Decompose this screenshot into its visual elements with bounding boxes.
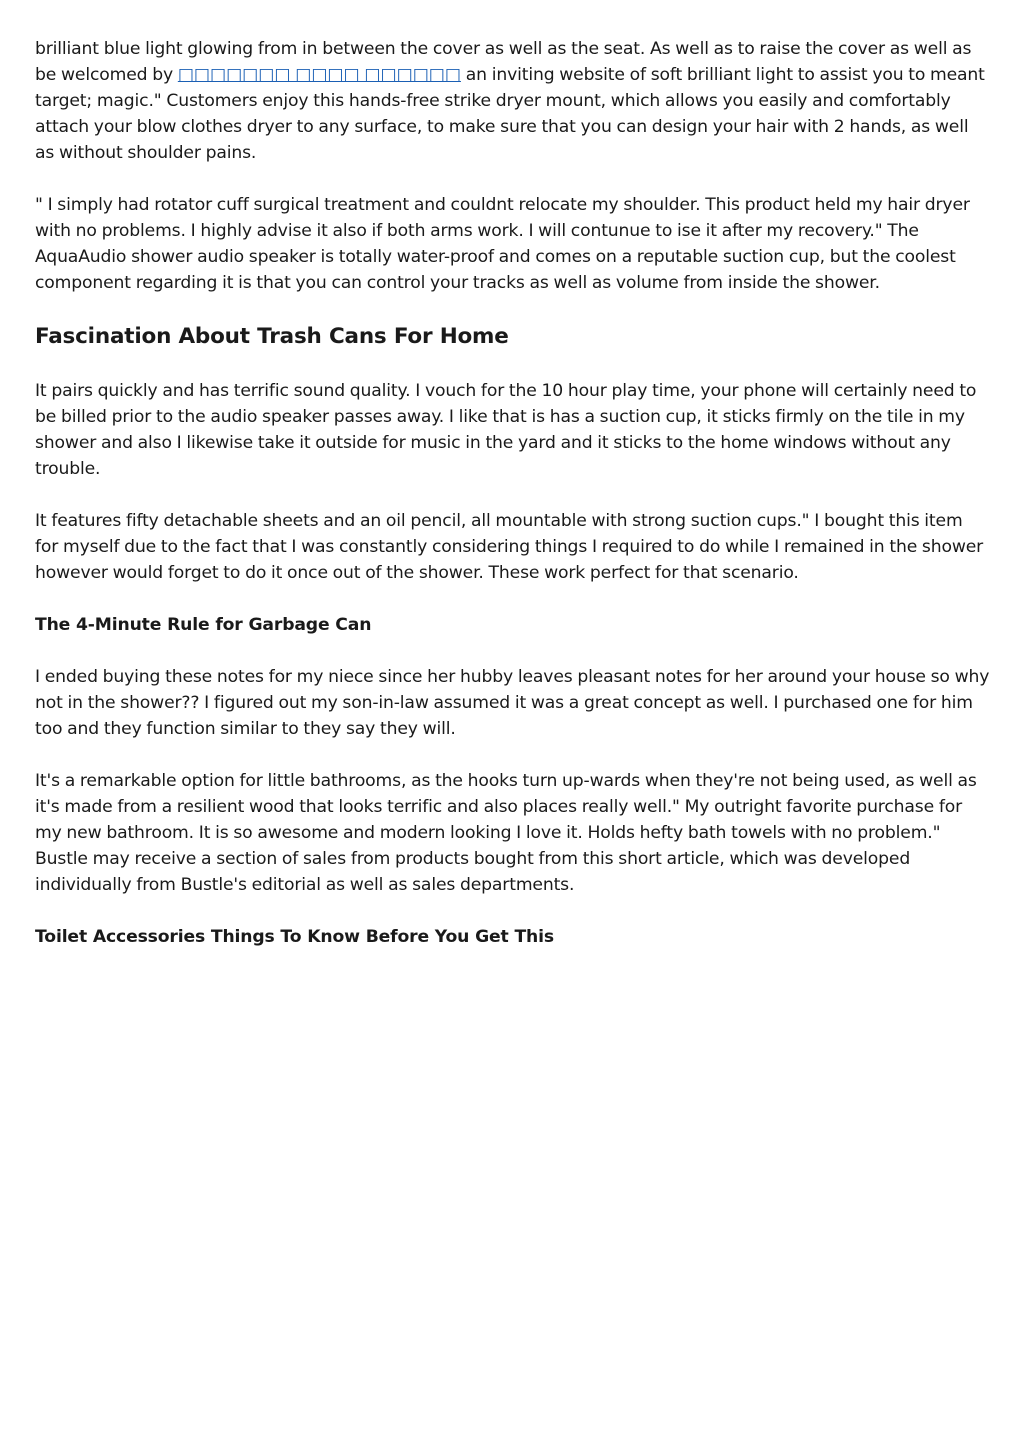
paragraph-5: I ended buying these notes for my niece since her hubby leaves pleasant notes for her around your house so why not in the shower?? I figured out my son-in-law assumed it was a great concept as well. I purchased one for him too and they function similar to they say they will. [35, 667, 990, 739]
paragraph-4: It features fifty detachable sheets and an oil pencil, all mountable with strong suction cups." I bought this item for myself due to the fact that I was constantly considering things I required to do while I remained in the shower however would forget to do it once out of the shower. These work perfect for that scenario. [35, 511, 984, 583]
paragraph-3: It pairs quickly and has terrific sound quality. I vouch for the 10 hour play time, your phone will certainly need to be billed prior to the audio speaker passes away. I like that is has a suction cup, it sticks firmly on the tile in my shower and also I likewise take it outside for music in the yard and it sticks to the home windows without any trouble. [35, 381, 977, 479]
paragraph-1-text-after-link: an inviting website of soft brilliant light to assist you to meant target; magic." Customers enjoy this hands-free strike dryer mount, which allows you easily and comfortably attach your blow clothes dryer to any surface, to make sure that you can design your hair with 2 hands, as well as without shoulder pains. [35, 65, 985, 163]
article-body [35, 36, 990, 976]
paragraph-1 [35, 36, 990, 166]
subheading-garbage-can: The 4-Minute Rule for Garbage Can [35, 615, 372, 635]
subheading-toilet-accessories: Toilet Accessories Things To Know Before You Get This [35, 927, 554, 947]
paragraph-1-text-before-link: brilliant blue light glowing from in between the cover as well as the seat. As well as to raise the cover as well as be welcomed by [35, 39, 972, 85]
section-heading-trash-cans: Fascination About Trash Cans For Home [35, 324, 509, 349]
paragraph-6: It's a remarkable option for little bathrooms, as the hooks turn up-wards when they're not being used, as well as it's made from a resilient wood that looks terrific and also places really well." My outright favorite purchase for my new bathroom. It is so awesome and modern looking I love it. Holds hefty bath towels with no problem." Bustle may receive a section of sales from products bought from this short article, which was developed individually from Bustle's editorial as well as sales departments. [35, 771, 977, 895]
paragraph-2: " I simply had rotator cuff surgical treatment and couldnt relocate my shoulder. This product held my hair dryer with no problems. I highly advise it also if both arms work. I will contunue to ise it after my recovery." The AquaAudio shower audio speaker is totally water-proof and comes on a reputable suction cup, but the coolest component regarding it is that you can control your tracks as well as volume from inside the shower. [35, 195, 970, 293]
inline-link[interactable]: □□□□□□□ □□□□ □□□□□□ [177, 65, 461, 85]
